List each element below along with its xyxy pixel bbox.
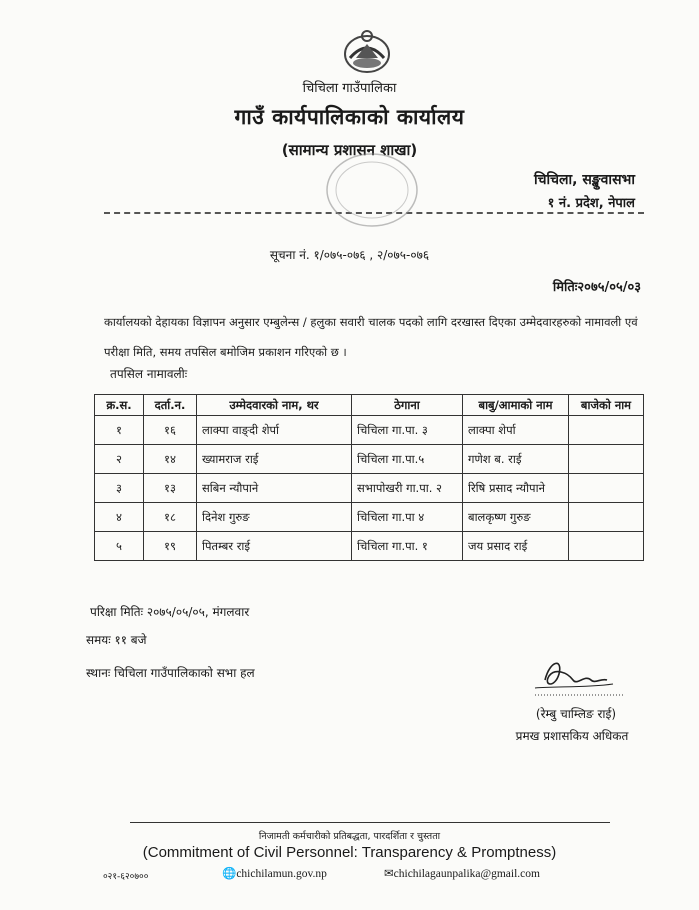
cell-reg: १३ [144, 474, 197, 503]
footer-motto-english: (Commitment of Civil Personnel: Transparency & Promptness) [142, 844, 557, 861]
table-row [95, 445, 644, 474]
cell-serial: १ [95, 416, 144, 445]
office-title: गाउँ कार्यपालिकाको कार्यालय [234, 105, 465, 129]
address-line-2: १ नं. प्रदेश, नेपाल [547, 196, 635, 211]
cell-serial: ४ [95, 503, 144, 532]
footer-website [222, 866, 327, 880]
branch-name: (सामान्य प्रशासन शाखा) [281, 141, 418, 159]
cell-serial: ३ [95, 474, 144, 503]
cell-serial: २ [95, 445, 144, 474]
cell-name: लाक्पा वाङ्दी शेर्पा [197, 416, 352, 445]
cell-name: दिनेश गुरुङ [197, 503, 352, 532]
table-row [95, 474, 644, 503]
cell-reg: १६ [144, 416, 197, 445]
candidate-table [94, 394, 644, 561]
cell-name: पितम्बर राई [197, 532, 352, 561]
footer-motto-nepali: निजामती कर्मचारीको प्रतिबद्धता, पारदर्शिता र चुस्तता [258, 831, 441, 842]
notice-body: कार्यालयको देहायका विज्ञापन अनुसार एम्बुलेन्स / हलुका सवारी चालक पदको लागि दरखास्त दिएका उम्मेदवारहरुको नामावली एवं परीक्षा मिति, समय तपसिल बमोजिम प्रकाशन गरिएको छ । [104, 315, 638, 359]
nepal-emblem-icon [342, 28, 392, 76]
cell-address: चिचिला गा.पा ४ [352, 503, 463, 532]
table-row [95, 532, 644, 561]
cell-reg: १४ [144, 445, 197, 474]
footer-email [384, 866, 540, 880]
cell-address: चिचिला गा.पा. ३ [352, 416, 463, 445]
email-text: chichilagaunpalika@gmail.com [393, 868, 540, 880]
municipality-name: चिचिला गाउँपालिका [302, 81, 397, 96]
signatory-name: (रेम्बु चाम्लिङ राई) [535, 707, 617, 721]
cell-reg: १९ [144, 532, 197, 561]
footer-divider [130, 822, 610, 823]
col-parent-header: बाबु/आमाको नाम [463, 395, 569, 416]
exam-place: स्थानः चिचिला गाउँपालिकाको सभा हल [86, 666, 255, 680]
signatory-title: प्रमख प्रशासकिय अधिकत [515, 729, 629, 743]
col-serial-header: क्र.स. [95, 395, 144, 416]
table-header-row [95, 395, 644, 416]
cell-name: ख्यामराज राई [197, 445, 352, 474]
list-heading: तपसिल नामावलीः [110, 367, 188, 381]
cell-grandfather [569, 503, 644, 532]
cell-parent: गणेश ब. राई [463, 445, 569, 474]
website-text: chichilamun.gov.np [236, 868, 327, 880]
notice-number: सूचना नं. १/०७५-०७६ , २/०७५-०७६ [269, 248, 430, 262]
cell-parent: बालकृष्ण गुरुङ [463, 503, 569, 532]
col-name-header: उम्मेदवारको नाम, थर [197, 395, 352, 416]
cell-serial: ५ [95, 532, 144, 561]
col-reg-header: दर्ता.न. [144, 395, 197, 416]
cell-name: सबिन न्यौपाने [197, 474, 352, 503]
cell-address: सभापोखरी गा.पा. २ [352, 474, 463, 503]
cell-grandfather [569, 416, 644, 445]
address-line-1: चिचिला, सङ्खुवासभा [533, 172, 635, 188]
notice-date: मितिः२०७५/०५/०३ [552, 280, 641, 295]
cell-reg: १८ [144, 503, 197, 532]
cell-parent: लाक्पा शेर्पा [463, 416, 569, 445]
cell-grandfather [569, 532, 644, 561]
exam-time: समयः ११ बजे [86, 633, 147, 647]
cell-grandfather [569, 445, 644, 474]
table-row [95, 416, 644, 445]
exam-date: परिक्षा मितिः २०७५/०५/०५, मंगलवार [90, 605, 250, 619]
table-row [95, 503, 644, 532]
signature-icon [515, 650, 625, 700]
office-stamp-icon [322, 150, 422, 230]
cell-parent: रिषि प्रसाद न्यौपाने [463, 474, 569, 503]
cell-address: चिचिला गा.पा. १ [352, 532, 463, 561]
cell-grandfather [569, 474, 644, 503]
col-address-header: ठेगाना [352, 395, 463, 416]
envelope-icon: ✉ [384, 868, 394, 880]
cell-address: चिचिला गा.पा.५ [352, 445, 463, 474]
footer-phone: ०२१-६२०७०० [103, 872, 149, 882]
col-grandfather-header: बाजेको नाम [569, 395, 644, 416]
cell-parent: जय प्रसाद राई [463, 532, 569, 561]
globe-icon: 🌐 [222, 868, 237, 880]
